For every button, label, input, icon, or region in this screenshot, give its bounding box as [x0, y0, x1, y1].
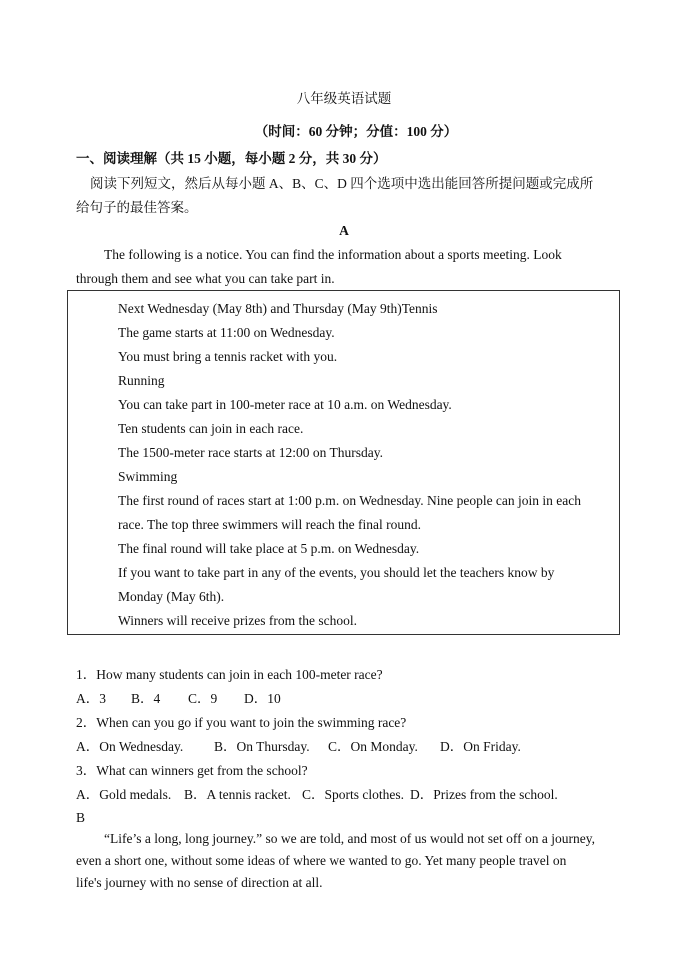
passage-b-line: even a short one, without some ideas of where we wanted to go. Yet many people travel on [76, 853, 567, 868]
question-option[interactable]: C．On Monday. [328, 739, 418, 754]
question-option[interactable]: D．Prizes from the school. [410, 787, 558, 802]
question-option[interactable]: B．On Thursday. [214, 739, 310, 754]
notice-line: If you want to take part in any of the events, you should let the teachers know by [118, 565, 555, 580]
notice-line: Swimming [118, 469, 178, 484]
notice-line: Ten students can join in each race. [118, 421, 304, 436]
question-stem: 2．When can you go if you want to join the swimming race? [76, 715, 407, 730]
question-option[interactable]: B．4 [131, 691, 161, 706]
question-option[interactable]: A．Gold medals. [76, 787, 172, 802]
instructions-line-2: 给句子的最佳答案。 [76, 200, 198, 215]
section-heading: 一、阅读理解（共 15 小题，每小题 2 分，共 30 分） [76, 151, 387, 166]
passage-a-label: A [339, 223, 349, 238]
notice-line: Winners will receive prizes from the school. [118, 613, 357, 628]
question-stem: 1．How many students can join in each 100-meter race? [76, 667, 383, 682]
passage-a-intro-1: The following is a notice. You can find the information about a sports meeting. Look [104, 247, 562, 262]
question-option[interactable]: A．On Wednesday. [76, 739, 184, 754]
notice-line: The final round will take place at 5 p.m. on Wednesday. [118, 541, 420, 556]
question-option[interactable]: D．10 [244, 691, 281, 706]
instructions-line-1: 阅读下列短文，然后从每小题 A、B、C、D 四个选项中选出能回答所提问题或完成所 [90, 176, 594, 191]
page-title: 八年级英语试题 [296, 91, 392, 106]
notice-line: The game starts at 11:00 on Wednesday. [118, 325, 335, 340]
question-option[interactable]: C．Sports clothes. [302, 787, 405, 802]
passage-b-line: life's journey with no sense of direction at all. [76, 875, 323, 890]
notice-line: Next Wednesday (May 8th) and Thursday (May 9th)Tennis [118, 301, 438, 316]
notice-line: You must bring a tennis racket with you. [118, 349, 338, 364]
question-option[interactable]: C．9 [188, 691, 218, 706]
notice-line: race. The top three swimmers will reach the final round. [118, 517, 422, 532]
notice-line: The 1500-meter race starts at 12:00 on Thursday. [118, 445, 384, 460]
exam-info: （时间：60 分钟；分值：100 分） [254, 124, 458, 139]
notice-line: You can take part in 100-meter race at 10 a.m. on Wednesday. [118, 397, 452, 412]
question-option[interactable]: A．3 [76, 691, 106, 706]
passage-b-label: B [76, 810, 86, 825]
question-option[interactable]: B．A tennis racket. [184, 787, 291, 802]
passage-b-line: “Life’s a long, long journey.” so we are told, and most of us would not set off on a journey, [104, 831, 596, 846]
question-option[interactable]: D．On Friday. [440, 739, 521, 754]
passage-a-intro-2: through them and see what you can take part in. [76, 271, 335, 286]
notice-line: Running [118, 373, 165, 388]
notice-line: The first round of races start at 1:00 p.m. on Wednesday. Nine people can join in each [118, 493, 582, 508]
notice-line: Monday (May 6th). [118, 589, 225, 604]
question-stem: 3．What can winners get from the school? [76, 763, 308, 778]
